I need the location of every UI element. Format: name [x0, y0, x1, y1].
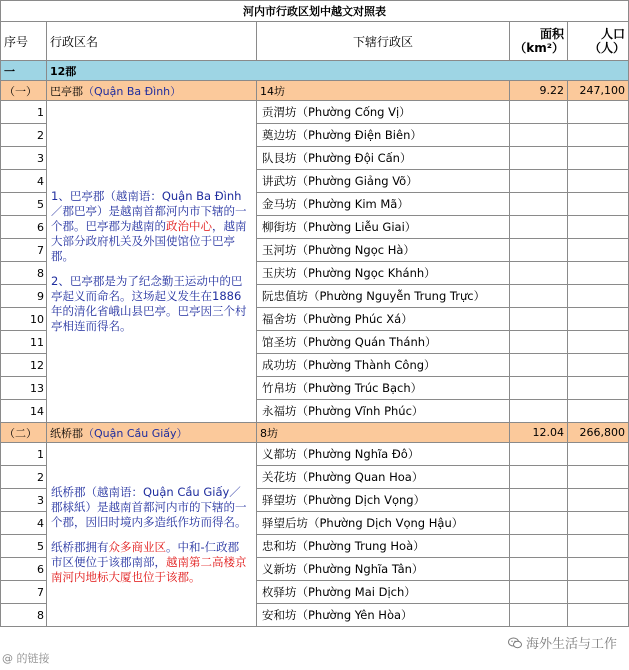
ward-row — [1, 101, 629, 124]
ward-no: 8 — [1, 604, 47, 627]
ward-name: 成功坊（Phường Thành Công） — [257, 354, 510, 377]
description-paragraph-2 — [51, 274, 250, 334]
table-title-row — [1, 1, 629, 22]
ward-area — [510, 239, 568, 262]
ward-name: 玉河坊（Phường Ngọc Hà） — [257, 239, 510, 262]
ward-name: 驿望后坊（Phường Dịch Vọng Hậu） — [257, 512, 510, 535]
description-text: 纸桥郡（越南语：Quận Cầu Giấy／郡梂紙）是越南首都河内市的下辖的一个郡，因旧时境内多造纸作坊而得名。 — [51, 484, 247, 529]
ward-name: 竹帛坊（Phường Trúc Bạch） — [257, 377, 510, 400]
district-population: 266,800 — [568, 423, 629, 443]
ward-name: 福舍坊（Phường Phúc Xá） — [257, 308, 510, 331]
header-pop-line2: （人） — [588, 41, 625, 55]
ward-population — [568, 512, 629, 535]
ward-no: 3 — [1, 489, 47, 512]
ward-name: 枚驿坊（Phường Mai Dịch） — [257, 581, 510, 604]
ward-name: 队艮坊（Phường Đội Cấn） — [257, 147, 510, 170]
ward-area — [510, 558, 568, 581]
ward-no: 1 — [1, 101, 47, 124]
district-description — [47, 101, 257, 423]
ward-name: 驿望坊（Phường Dịch Vọng） — [257, 489, 510, 512]
ward-area — [510, 216, 568, 239]
ward-area — [510, 535, 568, 558]
district-name — [47, 81, 257, 101]
ward-population — [568, 216, 629, 239]
watermark-text: 海外生活与工作 — [525, 637, 617, 652]
ward-population — [568, 466, 629, 489]
description-text: 2、巴亭郡是为了纪念勤王运动中的巴亭起义而命名。这场起义发生在1886年的清化省峨山县巴亭。巴亭因三个村亭相连而得名。 — [51, 274, 247, 333]
ward-population — [568, 285, 629, 308]
district-row — [1, 423, 629, 443]
district-area: 12.04 — [510, 423, 568, 443]
ward-area — [510, 466, 568, 489]
ward-population — [568, 262, 629, 285]
ward-population — [568, 193, 629, 216]
ward-name: 金马坊（Phường Kim Mã） — [257, 193, 510, 216]
ward-area — [510, 489, 568, 512]
ward-population — [568, 101, 629, 124]
district-row — [1, 81, 629, 101]
district-area: 9.22 — [510, 81, 568, 101]
ward-population — [568, 239, 629, 262]
ward-name: 柳街坊（Phường Liễu Giai） — [257, 216, 510, 239]
description-text: 1、巴亭郡（越南语：Quận Ba Đình／郡巴亭）是越南首都河内市下辖的一个郡。巴亭郡为越南的 — [51, 189, 247, 233]
ward-no: 7 — [1, 581, 47, 604]
ward-no: 8 — [1, 262, 47, 285]
ward-no: 14 — [1, 400, 47, 423]
table-title: 河内市行政区划中越文对照表 — [1, 1, 629, 22]
watermark — [506, 633, 619, 652]
district-no: （一） — [1, 81, 47, 101]
watermark-left: @ 的链接 — [2, 652, 50, 665]
ward-area — [510, 377, 568, 400]
ward-name: 永福坊（Phường Vĩnh Phúc） — [257, 400, 510, 423]
ward-name: 馆圣坊（Phường Quán Thánh） — [257, 331, 510, 354]
district-no: （二） — [1, 423, 47, 443]
district-wards-total: 8坊 — [257, 423, 510, 443]
ward-area — [510, 443, 568, 466]
ward-area — [510, 400, 568, 423]
ward-area — [510, 147, 568, 170]
description-text: 纸桥郡拥有 — [51, 539, 109, 554]
ward-area — [510, 170, 568, 193]
ward-area — [510, 262, 568, 285]
district-description — [47, 443, 257, 627]
ward-area — [510, 581, 568, 604]
header-area-line2: （km²） — [514, 41, 564, 55]
ward-no: 4 — [1, 512, 47, 535]
header-name: 行政区名 — [47, 22, 257, 61]
ward-area — [510, 124, 568, 147]
description-paragraph-1 — [51, 485, 250, 530]
description-text: ，越南大部分政府机关及外国使馆位于巴亭郡。 — [51, 219, 247, 263]
ward-no: 5 — [1, 193, 47, 216]
ward-population — [568, 489, 629, 512]
ward-population — [568, 331, 629, 354]
ward-no: 7 — [1, 239, 47, 262]
district-population: 247,100 — [568, 81, 629, 101]
ward-no: 6 — [1, 558, 47, 581]
ward-no: 1 — [1, 443, 47, 466]
header-area-line1: 面积 — [539, 27, 564, 41]
ward-no: 12 — [1, 354, 47, 377]
ward-area — [510, 101, 568, 124]
ward-name: 关花坊（Phường Quan Hoa） — [257, 466, 510, 489]
ward-name: 安和坊（Phường Yên Hòa） — [257, 604, 510, 627]
ward-population — [568, 147, 629, 170]
description-paragraph-1 — [51, 189, 250, 264]
ward-population — [568, 170, 629, 193]
wechat-icon — [508, 637, 522, 649]
ward-area — [510, 308, 568, 331]
ward-area — [510, 193, 568, 216]
header-no: 序号 — [1, 22, 47, 61]
section-name: 12郡 — [47, 61, 629, 81]
section-no: 一 — [1, 61, 47, 81]
ward-population — [568, 377, 629, 400]
ward-area — [510, 354, 568, 377]
description-highlight: 政治中心 — [166, 219, 212, 233]
table-header-row — [1, 22, 629, 61]
ward-no: 2 — [1, 466, 47, 489]
ward-population — [568, 354, 629, 377]
ward-name: 义都坊（Phường Nghĩa Đô） — [257, 443, 510, 466]
ward-no: 10 — [1, 308, 47, 331]
ward-population — [568, 558, 629, 581]
ward-population — [568, 604, 629, 627]
description-highlight: 越南第二高楼京南河内地标大厦也位于该郡。 — [51, 554, 247, 584]
ward-population — [568, 124, 629, 147]
ward-no: 13 — [1, 377, 47, 400]
ward-population — [568, 443, 629, 466]
description-text: 。中和-仁政郡市区便位于该郡南部， — [51, 539, 240, 569]
ward-area — [510, 285, 568, 308]
header-subordinate: 下辖行政区 — [257, 22, 510, 61]
ward-population — [568, 308, 629, 331]
ward-no: 9 — [1, 285, 47, 308]
ward-name: 忠和坊（Phường Trung Hoà） — [257, 535, 510, 558]
ward-name: 阮忠值坊（Phường Nguyễn Trung Trực） — [257, 285, 510, 308]
ward-name: 讲武坊（Phường Giảng Võ） — [257, 170, 510, 193]
ward-population — [568, 581, 629, 604]
ward-no: 6 — [1, 216, 47, 239]
header-area — [510, 22, 568, 61]
ward-no: 3 — [1, 147, 47, 170]
district-wards-total: 14坊 — [257, 81, 510, 101]
ward-name: 义新坊（Phường Nghĩa Tân） — [257, 558, 510, 581]
district-name-vn: （Quận Ba Đình） — [83, 84, 182, 98]
ward-area — [510, 331, 568, 354]
district-name — [47, 423, 257, 443]
ward-name: 奠边坊（Phường Điện Biên） — [257, 124, 510, 147]
ward-population — [568, 400, 629, 423]
description-highlight: 众多商业区 — [108, 539, 166, 554]
ward-row — [1, 443, 629, 466]
description-paragraph-2 — [51, 540, 250, 585]
ward-area — [510, 604, 568, 627]
ward-no: 2 — [1, 124, 47, 147]
ward-name: 玉庆坊（Phường Ngọc Khánh） — [257, 262, 510, 285]
header-pop-line1: 人口 — [600, 27, 625, 41]
ward-no: 5 — [1, 535, 47, 558]
ward-name: 贡渭坊（Phường Cống Vị） — [257, 101, 510, 124]
ward-population — [568, 535, 629, 558]
district-name-cn: 纸桥郡 — [50, 426, 83, 440]
section-row — [1, 61, 629, 81]
ward-area — [510, 512, 568, 535]
district-name-cn: 巴亭郡 — [50, 84, 83, 98]
header-population — [568, 22, 629, 61]
ward-no: 4 — [1, 170, 47, 193]
district-name-vn: （Quận Cầu Giấy） — [83, 426, 188, 440]
ward-no: 11 — [1, 331, 47, 354]
